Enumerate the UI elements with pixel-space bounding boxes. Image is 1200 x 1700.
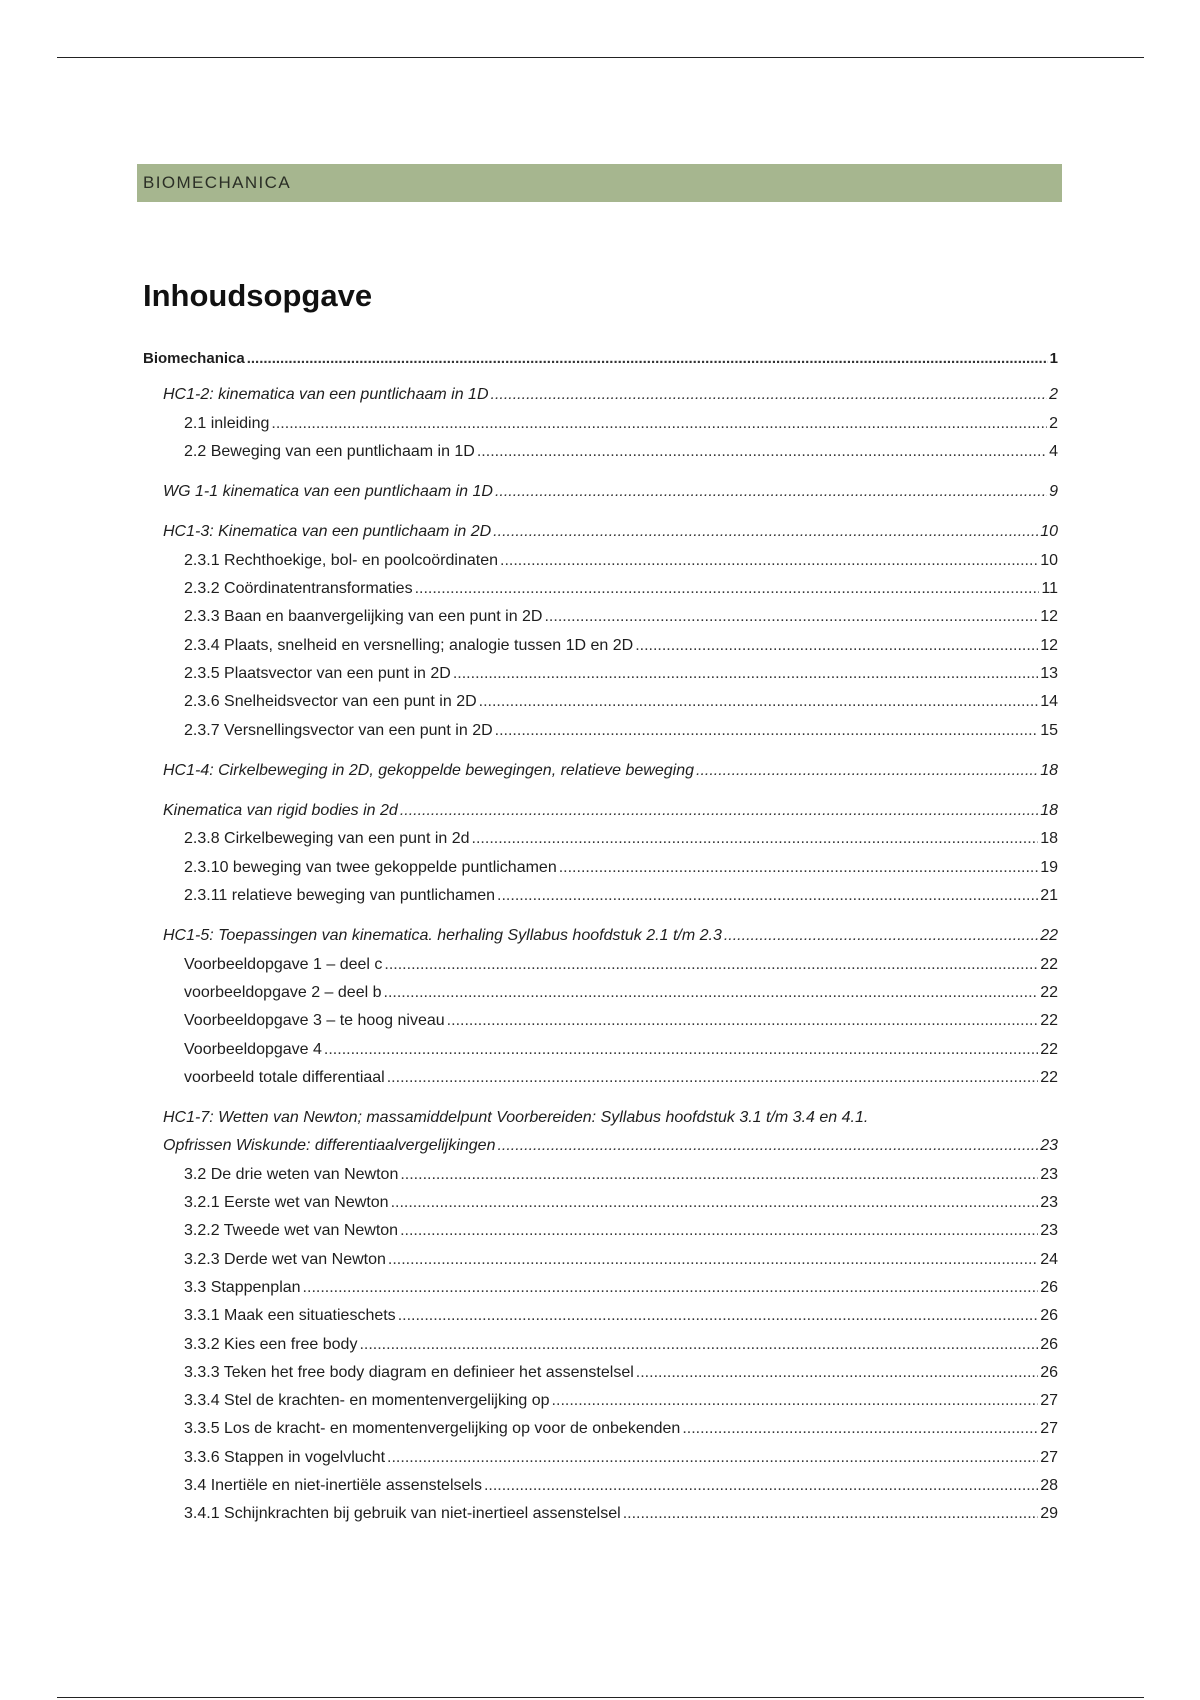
toc-entry[interactable] — [143, 410, 1058, 438]
toc-entry[interactable] — [143, 688, 1058, 716]
toc-entry[interactable] — [143, 547, 1058, 575]
toc-leader-dots — [391, 1189, 1039, 1217]
toc-page-number: 22 — [1040, 927, 1058, 945]
toc-entry-title: 2.3.7 Versnellingsvector van een punt in 2D — [184, 721, 493, 739]
toc-leader-dots — [497, 1132, 1038, 1160]
toc-entry-title: Voorbeeldopgave 4 — [184, 1040, 322, 1058]
bottom-rule — [57, 1697, 1144, 1698]
toc-page-number: 22 — [1040, 955, 1058, 973]
toc-leader-dots — [544, 603, 1038, 631]
table-of-contents — [143, 345, 1058, 1529]
toc-entry[interactable] — [143, 1274, 1058, 1302]
toc-leader-dots — [493, 518, 1038, 546]
toc-leader-dots — [497, 882, 1038, 910]
toc-entry[interactable] — [143, 1500, 1058, 1528]
toc-entry-title: 2.3.10 beweging van twee gekoppelde puntlichamen — [184, 858, 557, 876]
toc-leader-dots — [359, 1331, 1038, 1359]
toc-entry-title: 2.3.4 Plaats, snelheid en versnelling; analogie tussen 1D en 2D — [184, 636, 634, 654]
toc-page-number: 18 — [1040, 802, 1058, 820]
toc-leader-dots — [303, 1274, 1039, 1302]
toc-entry[interactable] — [143, 1472, 1058, 1500]
toc-leader-dots — [247, 345, 1048, 373]
toc-entry[interactable] — [143, 478, 1058, 506]
toc-page-number: 29 — [1040, 1505, 1058, 1523]
toc-entry-title: Voorbeeldopgave 3 – te hoog niveau — [184, 1012, 445, 1030]
toc-entry[interactable] — [143, 1359, 1058, 1387]
banner-text: BIOMECHANICA — [143, 173, 292, 192]
toc-page-number: 26 — [1040, 1307, 1058, 1325]
toc-page-number: 21 — [1040, 887, 1058, 905]
toc-leader-dots — [388, 1246, 1038, 1274]
toc-entry-title: HC1-5: Toepassingen van kinematica. herhaling Syllabus hoofdstuk 2.1 t/m 2.3 — [163, 927, 722, 945]
toc-entry-title-continued: Opfrissen Wiskunde: differentiaalvergelijkingen — [163, 1137, 496, 1155]
toc-entry-title: 2.1 inleiding — [184, 414, 270, 432]
toc-entry[interactable] — [143, 1189, 1058, 1217]
toc-leader-dots — [415, 575, 1040, 603]
toc-page-number: 13 — [1040, 664, 1058, 682]
toc-entry-title: 3.3.2 Kies een free body — [184, 1335, 358, 1353]
toc-entry[interactable] — [143, 1331, 1058, 1359]
toc-page-number: 18 — [1040, 830, 1058, 848]
toc-page-number: 28 — [1040, 1476, 1058, 1494]
toc-page-number: 12 — [1040, 608, 1058, 626]
toc-page-number: 10 — [1040, 551, 1058, 569]
toc-page-number: 2 — [1049, 414, 1058, 432]
toc-entry-title: HC1-2: kinematica van een puntlichaam in 1D — [163, 386, 489, 404]
toc-entry[interactable] — [143, 951, 1058, 979]
toc-page-number: 14 — [1040, 693, 1058, 711]
toc-entry[interactable] — [143, 757, 1058, 785]
toc-entry-title: 2.3.5 Plaatsvector van een punt in 2D — [184, 664, 451, 682]
toc-entry-title: 3.3.1 Maak een situatieschets — [184, 1307, 396, 1325]
toc-leader-dots — [384, 951, 1038, 979]
top-rule — [57, 57, 1144, 58]
toc-entry[interactable] — [143, 660, 1058, 688]
toc-leader-dots — [453, 660, 1038, 688]
toc-leader-dots — [495, 478, 1047, 506]
toc-entry-title: 3.2.3 Derde wet van Newton — [184, 1250, 386, 1268]
toc-page-number: 22 — [1040, 1068, 1058, 1086]
toc-page-number: 23 — [1040, 1165, 1058, 1183]
toc-entry-title: Voorbeeldopgave 1 – deel c — [184, 955, 383, 973]
toc-entry-title: 2.3.11 relatieve beweging van puntlichamen — [184, 887, 496, 905]
toc-page-number: 9 — [1049, 483, 1058, 501]
toc-leader-dots — [500, 547, 1038, 575]
toc-entry-title: 3.4.1 Schijnkrachten bij gebruik van niet-inertieel assenstelsel — [184, 1505, 621, 1523]
toc-page-number: 15 — [1040, 721, 1058, 739]
toc-entry[interactable] — [143, 797, 1058, 825]
toc-entry[interactable] — [143, 345, 1058, 373]
toc-page-number: 27 — [1040, 1448, 1058, 1466]
toc-leader-dots — [495, 717, 1039, 745]
toc-page-number: 23 — [1040, 1137, 1058, 1155]
toc-leader-dots — [559, 854, 1038, 882]
toc-entry-title: 2.3.1 Rechthoekige, bol- en poolcoördinaten — [184, 551, 498, 569]
toc-leader-dots — [400, 797, 1038, 825]
toc-entry-title: 2.3.2 Coördinatentransformaties — [184, 580, 413, 598]
toc-page-number: 19 — [1040, 858, 1058, 876]
toc-entry[interactable] — [143, 1064, 1058, 1092]
toc-entry-title: 2.3.6 Snelheidsvector van een punt in 2D — [184, 693, 477, 711]
toc-entry[interactable] — [143, 438, 1058, 466]
toc-entry-title: voorbeeldopgave 2 – deel b — [184, 983, 382, 1001]
toc-leader-dots — [484, 1472, 1038, 1500]
toc-entry-title: voorbeeld totale differentiaal — [184, 1068, 385, 1086]
toc-entry-title: 3.3 Stappenplan — [184, 1278, 301, 1296]
toc-entry[interactable] — [143, 854, 1058, 882]
toc-page-number: 27 — [1040, 1392, 1058, 1410]
toc-leader-dots — [696, 757, 1038, 785]
toc-leader-dots — [552, 1387, 1039, 1415]
toc-page-number: 22 — [1040, 1040, 1058, 1058]
toc-page-number: 26 — [1040, 1278, 1058, 1296]
document-banner — [137, 164, 1062, 202]
toc-page-number: 4 — [1049, 442, 1058, 460]
toc-page-number: 18 — [1040, 761, 1058, 779]
toc-page-number: 11 — [1041, 580, 1058, 598]
toc-entry[interactable] — [143, 1007, 1058, 1035]
toc-page-number: 24 — [1040, 1250, 1058, 1268]
toc-page-number: 23 — [1040, 1194, 1058, 1212]
toc-page-number: 1 — [1049, 350, 1058, 367]
toc-entry[interactable] — [143, 632, 1058, 660]
toc-leader-dots — [623, 1500, 1039, 1528]
toc-leader-dots — [387, 1064, 1038, 1092]
toc-entry[interactable] — [143, 1161, 1058, 1189]
toc-leader-dots — [477, 438, 1047, 466]
toc-entry-title: WG 1-1 kinematica van een puntlichaam in 1D — [163, 483, 493, 501]
toc-leader-dots — [447, 1007, 1039, 1035]
toc-entry-title: HC1-3: Kinematica van een puntlichaam in 2D — [163, 523, 492, 541]
toc-entry[interactable] — [143, 1302, 1058, 1330]
toc-entry[interactable] — [143, 1217, 1058, 1245]
toc-entry[interactable] — [143, 1387, 1058, 1415]
toc-leader-dots — [472, 825, 1039, 853]
toc-entry-title: 3.3.4 Stel de krachten- en momentenvergelijking op — [184, 1392, 550, 1410]
toc-entry-title: Kinematica van rigid bodies in 2d — [163, 802, 398, 820]
toc-entry[interactable] — [143, 979, 1058, 1007]
toc-page-number: 26 — [1040, 1363, 1058, 1381]
toc-entry[interactable] — [143, 518, 1058, 546]
toc-leader-dots — [384, 979, 1039, 1007]
toc-entry-title: 2.2 Beweging van een puntlichaam in 1D — [184, 442, 475, 460]
toc-entry[interactable] — [143, 717, 1058, 745]
toc-leader-dots — [636, 1359, 1038, 1387]
toc-leader-dots — [271, 410, 1047, 438]
toc-entry-title: 3.2.1 Eerste wet van Newton — [184, 1194, 389, 1212]
toc-entry[interactable] — [143, 381, 1058, 409]
toc-page-number: 12 — [1040, 636, 1058, 654]
toc-page-number: 26 — [1040, 1335, 1058, 1353]
toc-leader-dots — [387, 1444, 1038, 1472]
toc-leader-dots — [400, 1217, 1038, 1245]
toc-entry-title: 3.2.2 Tweede wet van Newton — [184, 1222, 399, 1240]
toc-entry[interactable] — [143, 1246, 1058, 1274]
toc-leader-dots — [724, 922, 1038, 950]
toc-entry-title: HC1-7: Wetten van Newton; massamiddelpunt Voorbereiden: Syllabus hoofdstuk 3.1 t/m 3.4 en 4.1. — [163, 1109, 869, 1127]
toc-entry[interactable] — [143, 1036, 1058, 1064]
toc-leader-dots — [398, 1302, 1039, 1330]
toc-page-number: 23 — [1040, 1222, 1058, 1240]
toc-leader-dots — [491, 381, 1048, 409]
toc-entry-title: 3.2 De drie weten van Newton — [184, 1165, 399, 1183]
toc-leader-dots — [400, 1161, 1038, 1189]
toc-page-number: 27 — [1040, 1420, 1058, 1438]
toc-entry-title: 3.3.6 Stappen in vogelvlucht — [184, 1448, 386, 1466]
toc-leader-dots — [682, 1415, 1038, 1443]
toc-entry[interactable] — [143, 1415, 1058, 1443]
toc-entry[interactable] — [143, 575, 1058, 603]
toc-leader-dots — [635, 632, 1038, 660]
toc-entry[interactable] — [143, 1444, 1058, 1472]
toc-leader-dots — [324, 1036, 1038, 1064]
toc-entry[interactable] — [143, 882, 1058, 910]
toc-leader-dots — [479, 688, 1039, 716]
toc-entry-title: 2.3.8 Cirkelbeweging van een punt in 2d — [184, 830, 470, 848]
toc-entry[interactable] — [143, 922, 1058, 950]
toc-page-number: 10 — [1040, 523, 1058, 541]
toc-entry-title: 3.3.5 Los de kracht- en momentenvergelijking op voor de onbekenden — [184, 1420, 681, 1438]
toc-entry-title: 3.4 Inertiële en niet-inertiële assenstelsels — [184, 1476, 482, 1494]
toc-page-number: 22 — [1040, 983, 1058, 1001]
toc-entry[interactable] — [143, 603, 1058, 631]
toc-title: Inhoudsopgave — [143, 278, 373, 313]
toc-page-number: 22 — [1040, 1012, 1058, 1030]
toc-entry-title: HC1-4: Cirkelbeweging in 2D, gekoppelde bewegingen, relatieve beweging — [163, 761, 694, 779]
toc-entry[interactable] — [143, 825, 1058, 853]
toc-entry-title: Biomechanica — [143, 350, 245, 367]
toc-entry[interactable] — [143, 1104, 1058, 1161]
toc-entry-title: 3.3.3 Teken het free body diagram en definieer het assenstelsel — [184, 1363, 634, 1381]
toc-page-number: 2 — [1049, 386, 1058, 404]
toc-entry-title: 2.3.3 Baan en baanvergelijking van een punt in 2D — [184, 608, 543, 626]
